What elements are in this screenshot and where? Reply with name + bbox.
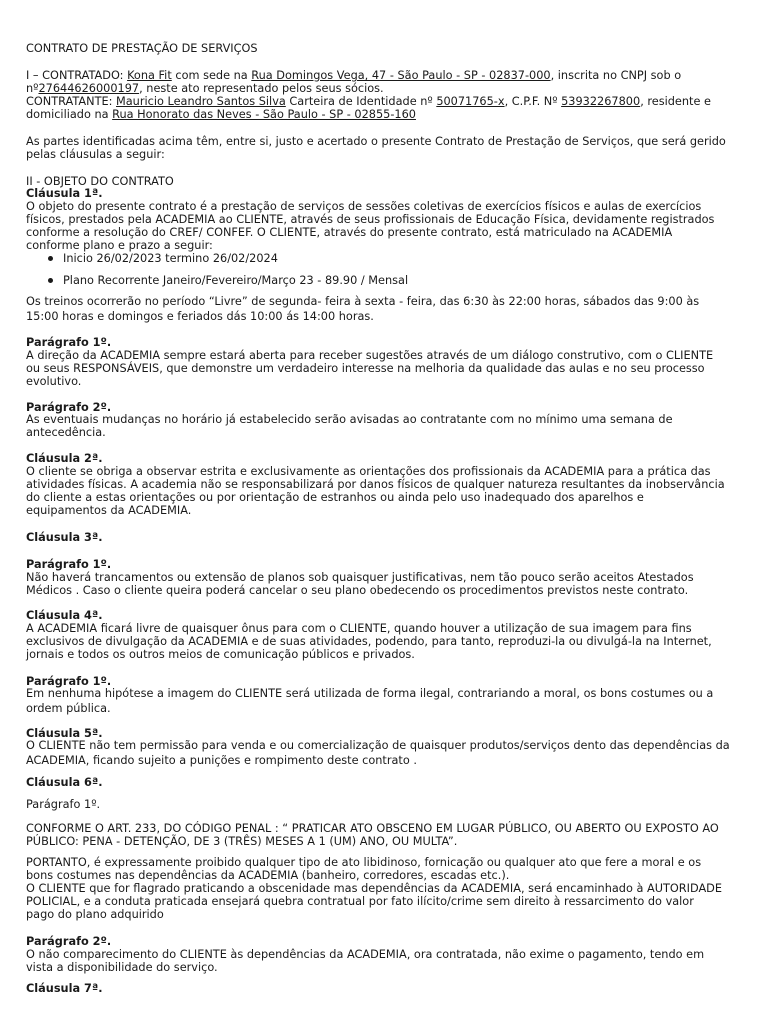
list-item: Inicio 26/02/2023 termino 26/02/2024 (50, 252, 265, 265)
clause-text-line: O CLIENTE não tem permissão para venda e ou comercialização de quaisquer produtos/serviços dento das dependências da (26, 739, 730, 752)
intro-line: As partes identificadas acima têm, entre si, justo e acertado o presente Contrato de Prestação de Serviços, que será gerido (26, 135, 726, 148)
contratado-line-2: nº27644626000197, neste ato representado pelos seus sócios. (26, 82, 384, 95)
paragraph-text-line: Não haverá trancamentos ou extensão de planos sob quaisquer justificativas, nem tão pouco serão aceitos Atestados (26, 571, 694, 584)
contratante-name: Mauricio Leandro Santos Silva (116, 95, 286, 108)
clause-text-line: bons costumes nas dependências da ACADEMIA (banheiro, corredores, escadas etc.). (26, 869, 510, 882)
contratado-name: Kona Fit (127, 69, 172, 82)
clause-text-line: equipamentos da ACADEMIA. (26, 504, 192, 517)
clause-text-line: POLICIAL, e a conduta praticada ensejará quebra contratual por fato ilícito/crime sem direito à ressarcimento do valor (26, 895, 694, 908)
clause-text-line: ACADEMIA, ficando sujeito a punições e rompimento deste contrato . (26, 754, 417, 767)
clause-text-line: do cliente a estas orientações ou por orientação de estranhos ou ainda pelo uso inadequado dos aparelhos e (26, 491, 644, 504)
paragraph-text-line: evolutivo. (26, 375, 82, 388)
contratante-line-1: CONTRATANTE: Mauricio Leandro Santos Silva Carteira de Identidade nº 50071765-x, C.P.F. Nº 53932267800, residente e (26, 95, 711, 108)
clause-text-line: 15:00 horas e domingos e feriados dás 10:00 ás 14:00 horas. (26, 310, 374, 323)
paragraph-text-line: ordem pública. (26, 702, 111, 715)
clause-heading: Cláusula 7ª. (26, 982, 103, 995)
clause-text-line: conforme plano e prazo a seguir: (26, 239, 213, 252)
paragraph-text-line: Em nenhuma hipótese a imagem do CLIENTE será utilizada de forma ilegal, contrariando a moral, os bons costumes ou a (26, 687, 714, 700)
clause-text-line: O objeto do presente contrato é a prestação de serviços de sessões coletivas de exercícios físicos e aulas de exercícios (26, 200, 702, 213)
contratado-cnpj: 27644626000197 (38, 82, 140, 95)
paragraph-heading: Parágrafo 1º. (26, 675, 112, 688)
clause-text-line: conforme a resolução do CREF/ CONFEF. O CLIENTE, através do presente contrato, está matriculado na ACADEMIA (26, 226, 673, 239)
clause-text-line: pago do plano adquirido (26, 908, 164, 921)
contratante-address: Rua Honorato das Neves - São Paulo - SP - 02855-160 (112, 108, 416, 121)
paragraph-heading: Parágrafo 1º. (26, 558, 112, 571)
section-heading: II - OBJETO DO CONTRATO (26, 175, 174, 188)
contratado-line-1: I – CONTRATADO: Kona Fit com sede na Rua Domingos Vega, 47 - São Paulo - SP - 02837-000, inscrita no CNPJ sob o (26, 69, 682, 82)
clause-heading: Cláusula 4ª. (26, 609, 103, 622)
clause-text-line: físicos, prestados pela ACADEMIA ao CLIENTE, através de seus profissionais de Educação Física, devidamente registrados (26, 213, 715, 226)
paragraph-heading: Parágrafo 2º. (26, 401, 112, 414)
paragraph-text-line: O não comparecimento do CLIENTE às dependências da ACADEMIA, ora contratada, não exime o pagamento, tendo em (26, 948, 705, 961)
clause-text-line: O CLIENTE que for flagrado praticando a obscenidade mas dependências da ACADEMIA, será encaminhado à AUTORIDADE (26, 882, 723, 895)
clause-text-line: Os treinos ocorrerão no período “Livre” de segunda- feira à sexta - feira, das 6:30 às 22:00 horas, sábados das 9:00 às (26, 295, 700, 308)
clause-heading: Cláusula 5ª. (26, 727, 103, 740)
paragraph-text-line: As eventuais mudanças no horário já estabelecido serão avisadas ao contratante com no mínimo uma semana de (26, 413, 673, 426)
paragraph-text-line: vista a disponibilidade do serviço. (26, 961, 218, 974)
intro-line: pelas cláusulas a seguir: (26, 148, 165, 161)
contratado-address: Rua Domingos Vega, 47 - São Paulo - SP - 02837-000 (251, 69, 551, 82)
clause-text-line: CONFORME O ART. 233, DO CÓDIGO PENAL : “ PRATICAR ATO OBSCENO EM LUGAR PÚBLICO, OU ABERTO OU EXPOSTO AO (26, 822, 719, 835)
clause-text-line: O cliente se obriga a observar estrita e exclusivamente as orientações dos profissionais da ACADEMIA para a prática das (26, 465, 711, 478)
clause-heading: Cláusula 1ª. (26, 187, 103, 200)
clause-heading: Cláusula 2ª. (26, 452, 103, 465)
list-item: Plano Recorrente Janeiro/Fevereiro/Março 23 - 89.90 / Mensal (50, 274, 395, 287)
paragraph-text-line: antecedência. (26, 426, 106, 439)
clause-text-line: exclusivos de divulgação da ACADEMIA e de suas atividades, podendo, para tanto, reproduzi-la ou divulgá-la na Internet, (26, 635, 712, 648)
contratante-rg: 50071765-x (436, 95, 505, 108)
clause-text-line: A ACADEMIA ficará livre de quaisquer ônus para com o CLIENTE, quando houver a utilização de sua imagem para fins (26, 622, 692, 635)
paragraph-text-line: A direção da ACADEMIA sempre estará aberta para receber sugestões através de um diálogo construtivo, com o CLIENTE (26, 349, 714, 362)
clause-text-line: atividades físicas. A academia não se responsabilizará por danos físicos de qualquer natureza resultantes da inobservância (26, 478, 725, 491)
paragraph-heading: Parágrafo 2º. (26, 935, 112, 948)
contratante-line-2: domiciliado na Rua Honorato das Neves - São Paulo - SP - 02855-160 (26, 108, 416, 121)
paragraph-text-line: Médicos . Caso o cliente queira poderá cancelar o seu plano obedecendo os procedimentos previstos neste contrato. (26, 584, 689, 597)
clause-heading: Cláusula 3ª. (26, 531, 103, 544)
document-title: CONTRATO DE PRESTAÇÃO DE SERVIÇOS (26, 42, 258, 55)
clause-heading: Cláusula 6ª. (26, 776, 103, 789)
clause-text-line: PÚBLICO: PENA - DETENÇÃO, DE 3 (TRÊS) MESES A 1 (UM) ANO, OU MULTA”. (26, 835, 458, 848)
clause-text-line: jornais e todos os outros meios de comunicação públicos e privados. (26, 648, 415, 661)
paragraph-heading: Parágrafo 1º. (26, 798, 101, 811)
clause-text-line: PORTANTO, é expressamente proibido qualquer tipo de ato libidinoso, fornicação ou qualquer ato que fere a moral e os (26, 856, 702, 869)
paragraph-text-line: ou seus RESPONSÁVEIS, que demonstre um verdadeiro interesse na melhoria da qualidade das aulas e no seu processo (26, 362, 705, 375)
contratante-cpf: 53932267800 (561, 95, 641, 108)
paragraph-heading: Parágrafo 1º. (26, 336, 112, 349)
